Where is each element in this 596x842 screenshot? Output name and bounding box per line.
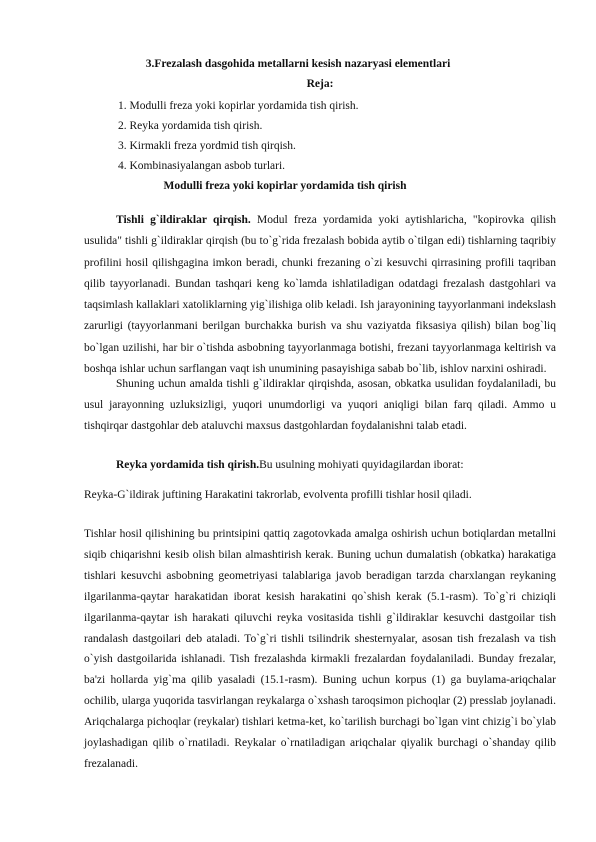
plan-item-2: 2. Reyka yordamida tish qirish. xyxy=(118,120,263,132)
plan-list xyxy=(118,96,359,176)
document-title: 3.Frezalash dasgohida metallarni kesish nazaryasi elementlari xyxy=(145,58,451,70)
plan-item-4: 4. Kombinasiyalangan asbob turlari. xyxy=(118,160,286,172)
paragraph-1 xyxy=(84,210,556,380)
paragraph-1-lead: Tishli g`ildiraklar qirqish. xyxy=(116,214,251,226)
paragraph-4: Reyka-G`ildirak juftining Harakatini takrorlab, evolventa profilli tishlar hosil qiladi. xyxy=(84,489,472,501)
paragraph-2: Shuning uchun amalda tishli g`ildiraklar qirqishda, asosan, obkatka usulidan foydalaniladi, bu usul jarayonning uzluksizligi, yuqori unumdorligi va yuqori aniqligi bilan farq qiladi. Ammo u tishqirqar dastgohlar deb ataluvchi maxsus dastgohlardan foydalanishni talab etadi. xyxy=(84,378,556,432)
plan-item-3: 3. Kirmakli freza yordmid tish qirqish. xyxy=(118,140,296,152)
paragraph-5: Tishlar hosil qilishining bu printsipini qattiq zagotovkada amalga oshirish uchun botiqlardan metallni siqib chiqarishni kesib olish bilan almashtirish kerak. Buning uchun dumalatish (obkatka) harakatiga tishlari kesuvchi asbobning geometriyasi talablariga javob beradigan tarzda charxlangan reykaning ilgarilanma-qaytar harakatidan iborat kesish harakatini qo`shish kerak (5.1-rasm). To`g`ri chiziqli ilgarilanma-qaytar ish harakati qiluvchi reyka vositasida tishli g`ildiraklar kesuvchi dastgoilar tish randalash dastgoilari deb ataladi. To`g`ri tishli tsilindrik shesternyalar, asosan tish frezalash va tish o`yish dastgoilarida ishlanadi. Tish frezalashda kirmakli frezalardan foydalaniladi. Bunday frezalar, ba'zi hollarda yig`ma qilib yasaladi (15.1-rasm). Buning uchun korpus (1) ga buylama-ariqchalar ochilib, ularga yuqorida tasvirlangan reykalarga o`xshash taroqsimon pichoqlar (2) presslab joylanadi. Ariqchalarga pichoqlar (reykalar) tishlari ketma-ket, ko`tarilish burchagi bo`lgan vint chizig`i bo`ylab joylashadigan qilib o`rnatiladi. Reykalar o`rnatiladigan ariqchalar qiyalik burchagi o`shanday qilib frezalanadi. xyxy=(84,528,556,770)
paragraph-1-text: Modul freza yordamida yoki aytishlaricha, "kopirovka qilish usulida" tishli g`ildiraklar qirqish (bu to`g`rida frezalash bobida aytib o`tilgan edi) tishlarning taqribiy profilini hosil qilishgagina imkon beradi, chunki frezaning o`zi kesuvchi qirrasining profili taqriban qilib tayyorlanadi. Bundan tashqari keng ko`lamda ishlatiladigan odatdagi frezalash dastgohlari va taqsimlash kallaklari xatoliklarning yig`ilishiga olib keladi. Ish jarayonining tayyorlanmani indekslash zarurligi (tayyorlanmani berilgan burchakka burish va shu vaziyatda fiksasiya qilish) bilan bog`liq bo`lgan uzilishi, har bir o`tishda asbobning tayyorlanmaga botishi, frezani tayyorlanmaga keltirish va boshqa ishlar uchun sarflangan vaqt ish unumining pasayishiga sabab bo`lib, ishlov narxini oshiradi. xyxy=(84,214,556,376)
plan-heading: Reja: xyxy=(306,78,334,90)
paragraph-3-text: Bu usulning mohiyati quyidagilardan iborat: xyxy=(259,459,464,471)
section-heading: Modulli freza yoki kopirlar yordamida tish qirish xyxy=(163,180,407,192)
paragraph-3-lead: Reyka yordamida tish qirish. xyxy=(116,459,260,471)
paragraph-3 xyxy=(84,455,556,475)
plan-item-1: 1. Modulli freza yoki kopirlar yordamida tish qirish. xyxy=(118,100,359,112)
